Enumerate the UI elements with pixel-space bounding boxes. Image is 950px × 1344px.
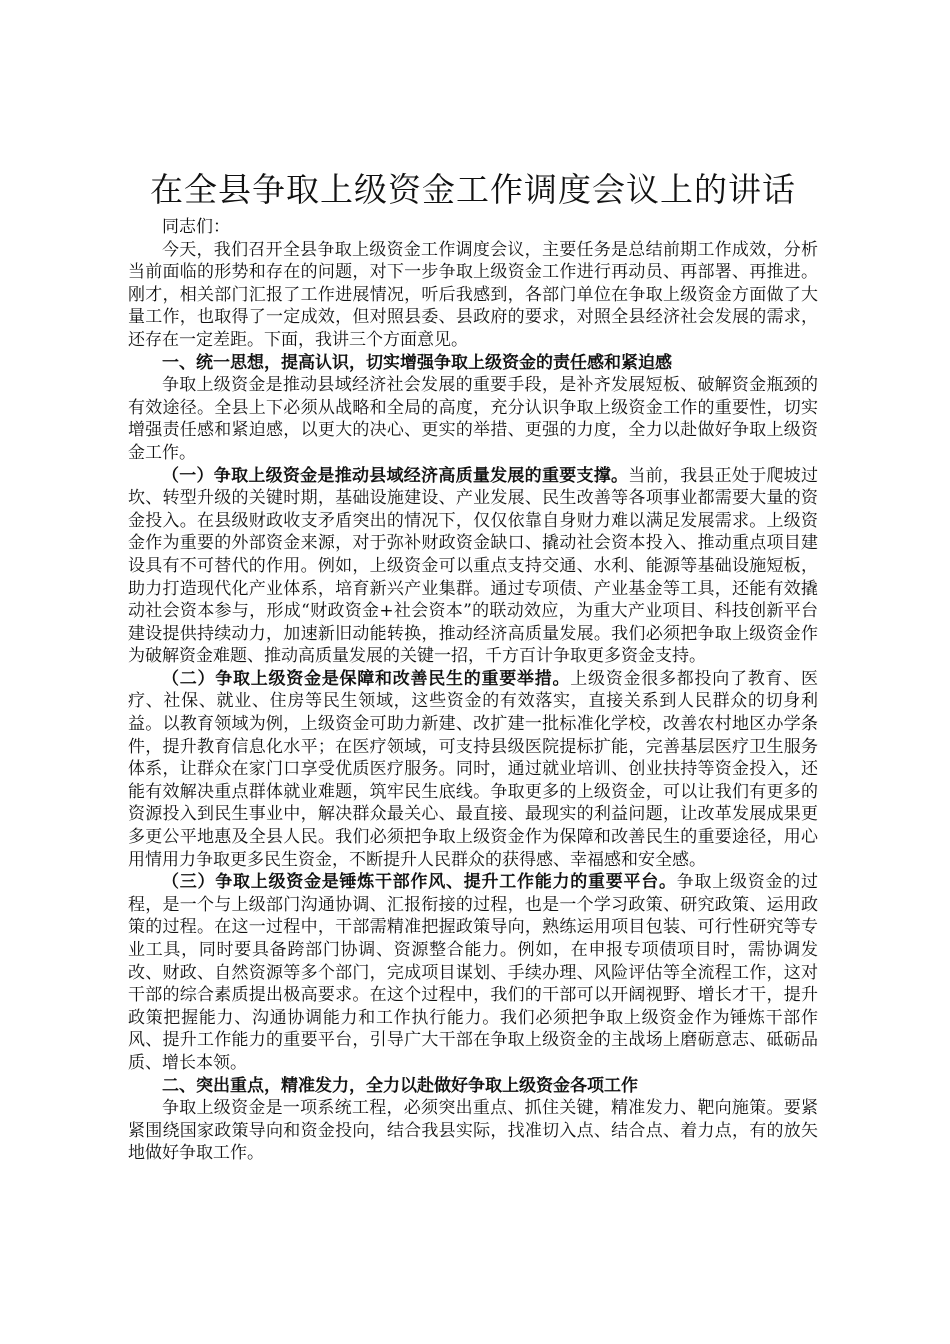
section-2-heading: 二、突出重点，精准发力，全力以赴做好争取上级资金各项工作: [162, 1075, 638, 1096]
document-page: [128, 168, 818, 1165]
point-1-text: 当前，我县正处于爬坡过坎、转型升级的关键时期，基础设施建设、产业发展、民生改善等各项事业都需要大量的资金投入。在县级财政收支矛盾突出的情况下，仅仅依靠自身财力难以满足发展需求。上级资金作为重要的外部资金来源，对于弥补财政资金缺口、撬动社会资本投入、推动重点项目建设具有不可替代的作用。例如，上级资金可以重点支持交通、水利、能源等基础设施短板，助力打造现代化产业体系，培育新兴产业集群。通过专项债、产业基金等工具，还能有效撬动社会资本参与，形成“财政资金+社会资本”的联动效应，为重大产业项目、科技创新平台建设提供持续动力，加速新旧动能转换，推动经济高质量发展。我们必须把争取上级资金作为破解资金难题、推动高质量发展的关键一招，千方百计争取更多资金支持。: [128, 465, 818, 667]
point-1-paragraph: [128, 465, 818, 668]
point-3-lead: （三）争取上级资金是锤炼干部作风、提升工作能力的重要平台。: [162, 872, 677, 893]
point-3-text: 争取上级资金的过程，是一个与上级部门沟通协调、汇报衔接的过程，也是一个学习政策、研究政策、运用政策的过程。在这一过程中，干部需精准把握政策导向，熟练运用项目包装、可行性研究等专业工具，同时要具备跨部门协调、资源整合能力。例如，在申报专项债项目时，需协调发改、财政、自然资源等多个部门，完成项目谋划、手续办理、风险评估等全流程工作，这对干部的综合素质提出极高要求。在这个过程中，我们的干部可以开阔视野、增长才干，提升政策把握能力、沟通协调能力和工作执行能力。我们必须把争取上级资金作为锤炼干部作风、提升工作能力的重要平台，引导广大干部在争取上级资金的主战场上磨砺意志、砥砺品质、增长本领。: [128, 872, 818, 1073]
point-3-paragraph: [128, 871, 818, 1074]
intro-paragraph: 今天，我们召开全县争取上级资金工作调度会议，主要任务是总结前期工作成效，分析当前面临的形势和存在的问题，对下一步争取上级资金工作进行再动员、再部署、再推进。刚才，相关部门汇报了工作进展情况，听后我感到，各部门单位在争取上级资金方面做了大量工作，也取得了一定成效，但对照县委、县政府的要求，对照全县经济社会发展的需求，还存在一定差距。下面，我讲三个方面意见。: [128, 239, 818, 350]
point-1-lead: （一）争取上级资金是推动县域经济高质量发展的重要支撑。: [162, 465, 629, 486]
point-2-text: 上级资金很多都投向了教育、医疗、社保、就业、住房等民生领域，这些资金的有效落实，直接关系到人民群众的切身利益。以教育领域为例，上级资金可助力新建、改扩建一批标准化学校，改善农村地区办学条件，提升教育信息化水平；在医疗领域，可支持县级医院提标扩能，完善基层医疗卫生服务体系，让群众在家门口享受优质医疗服务。同时，通过就业培训、创业扶持等资金投入，还能有效解决重点群体就业难题，筑牢民生底线。争取更多的上级资金，可以让我们有更多的资源投入到民生事业中，解决群众最关心、最直接、最现实的利益问题，让改革发展成果更多更公平地惠及全县人民。我们必须把争取上级资金作为保障和改善民生的重要途径，用心用情用力争取更多民生资金，不断提升人民群众的获得感、幸福感和安全感。: [128, 668, 818, 870]
section-1-heading: 一、统一思想，提高认识，切实增强争取上级资金的责任感和紧迫感: [162, 352, 672, 373]
section-1-paragraph: 争取上级资金是推动县域经济社会发展的重要手段，是补齐发展短板、破解资金瓶颈的有效途径。全县上下必须从战略和全局的高度，充分认识争取上级资金工作的重要性，切实增强责任感和紧迫感，以更大的决心、更实的举措、更强的力度，全力以赴做好争取上级资金工作。: [128, 375, 818, 463]
document-title: 在全县争取上级资金工作调度会议上的讲话: [150, 170, 796, 209]
point-2-lead: （二）争取上级资金是保障和改善民生的重要举措。: [162, 668, 571, 689]
salutation: 同志们：: [162, 217, 230, 237]
point-2-paragraph: [128, 668, 818, 871]
section-2-paragraph: 争取上级资金是一项系统工程，必须突出重点、抓住关键，精准发力、靶向施策。要紧紧围绕国家政策导向和资金投向，结合我县实际，找准切入点、结合点、着力点，有的放矢地做好争取工作。: [128, 1098, 818, 1164]
